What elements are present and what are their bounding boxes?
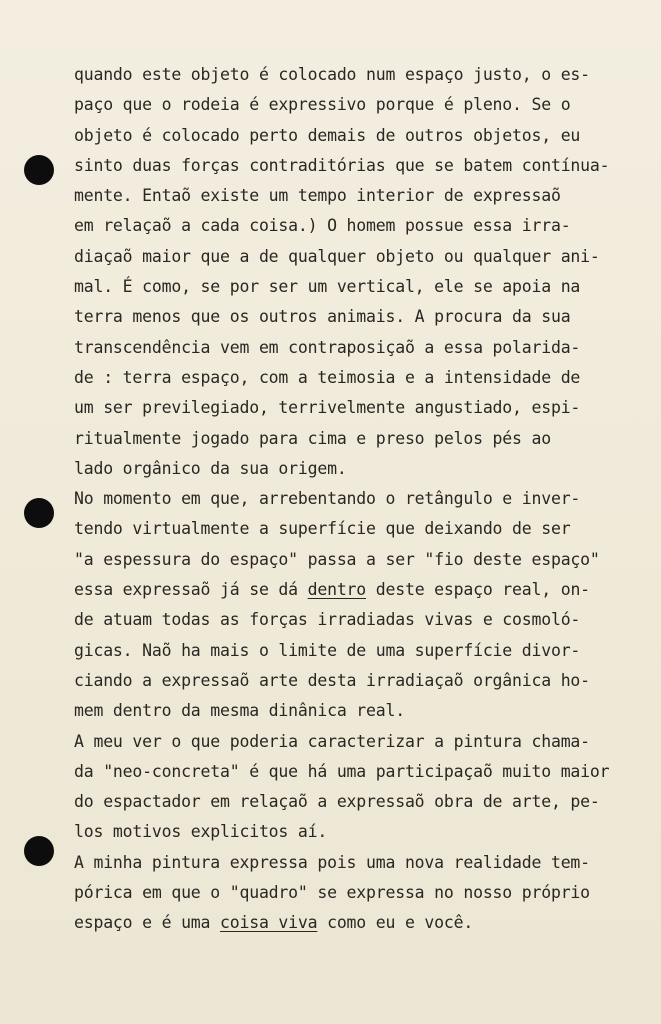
text-segment: da "neo-concreta" é que há uma participaçaõ muito maior bbox=[74, 761, 610, 781]
text-line bbox=[74, 333, 654, 363]
text-line bbox=[74, 817, 654, 847]
text-line bbox=[74, 605, 654, 635]
text-segment: em relaçaõ a cada coisa.) O homem possue essa irra- bbox=[74, 216, 571, 236]
text-line bbox=[74, 424, 654, 454]
text-segment: de atuam todas as forças irradiadas vivas e cosmoló- bbox=[74, 610, 581, 630]
text-line bbox=[74, 90, 654, 120]
text-line bbox=[74, 151, 654, 181]
text-line bbox=[74, 211, 654, 241]
text-segment: diaçaõ maior que a de qualquer objeto ou qualquer ani- bbox=[74, 246, 600, 266]
text-line bbox=[74, 242, 654, 272]
text-segment: A meu ver o que poderia caracterizar a pintura chama- bbox=[74, 731, 590, 751]
text-segment: espaço e é uma bbox=[74, 913, 221, 933]
text-segment: quando este objeto é colocado num espaço justo, o es- bbox=[74, 65, 590, 84]
text-segment: transcendência vem em contraposiçaõ a essa polarida- bbox=[74, 337, 581, 357]
text-segment: mal. É como, se por ser um vertical, ele se apoia na bbox=[74, 277, 581, 297]
text-line bbox=[74, 484, 654, 514]
text-line bbox=[74, 363, 654, 393]
text-line bbox=[74, 302, 654, 332]
text-segment: ciando a expressaõ arte desta irradiaçaõ orgânica ho- bbox=[74, 670, 590, 690]
punch-hole bbox=[24, 155, 54, 185]
text-line bbox=[74, 636, 654, 666]
text-line bbox=[74, 666, 654, 696]
text-line bbox=[74, 575, 654, 605]
text-segment: lado orgânico da sua origem. bbox=[74, 458, 347, 478]
text-segment: de : terra espaço, com a teimosia e a intensidade de bbox=[74, 367, 581, 387]
text-line bbox=[74, 787, 654, 817]
punch-hole bbox=[24, 836, 54, 866]
text-segment: paço que o rodeia é expressivo porque é pleno. Se o bbox=[74, 95, 571, 115]
text-line bbox=[74, 60, 654, 90]
text-line bbox=[74, 727, 654, 757]
text-segment: No momento em que, arrebentando o retângulo e inver- bbox=[74, 489, 581, 509]
text-segment: deste espaço real, on- bbox=[366, 580, 590, 600]
text-line bbox=[74, 121, 654, 151]
text-segment: sinto duas forças contraditórias que se batem contínua- bbox=[74, 155, 610, 175]
text-line bbox=[74, 757, 654, 787]
text-segment: los motivos explicitos aí. bbox=[74, 822, 328, 842]
text-line bbox=[74, 514, 654, 544]
text-line bbox=[74, 908, 654, 938]
text-segment: "a espessura do espaço" passa a ser "fio deste espaço" bbox=[74, 549, 600, 569]
text-line bbox=[74, 393, 654, 423]
text-line bbox=[74, 272, 654, 302]
text-segment: gicas. Naõ ha mais o limite de uma superfície divor- bbox=[74, 640, 581, 660]
text-segment: objeto é colocado perto demais de outros objetos, eu bbox=[74, 125, 581, 145]
text-segment: ritualmente jogado para cima e preso pelos pés ao bbox=[74, 428, 551, 448]
text-segment: um ser previlegiado, terrivelmente angustiado, espi- bbox=[74, 398, 581, 418]
underlined-phrase: coisa viva bbox=[220, 913, 318, 933]
text-line bbox=[74, 848, 654, 878]
typewritten-text bbox=[74, 60, 654, 939]
text-segment: A minha pintura expressa pois uma nova realidade tem- bbox=[74, 852, 590, 872]
text-line bbox=[74, 181, 654, 211]
text-line bbox=[74, 545, 654, 575]
text-segment: do espactador em relaçaõ a expressaõ obra de arte, pe- bbox=[74, 792, 600, 812]
text-line bbox=[74, 454, 654, 484]
punch-hole bbox=[24, 498, 54, 528]
text-segment: mem dentro da mesma dinânica real. bbox=[74, 701, 405, 721]
text-line bbox=[74, 878, 654, 908]
underlined-phrase: dentro bbox=[307, 580, 367, 600]
text-line bbox=[74, 696, 654, 726]
text-segment: como eu e você. bbox=[317, 913, 474, 933]
text-segment: terra menos que os outros animais. A procura da sua bbox=[74, 307, 571, 327]
text-segment: mente. Entaõ existe um tempo interior de expressaõ bbox=[74, 186, 561, 206]
text-segment: tendo virtualmente a superfície que deixando de ser bbox=[74, 519, 571, 539]
text-segment: essa expressaõ já se dá bbox=[74, 580, 308, 600]
text-segment: pórica em que o "quadro" se expressa no nosso próprio bbox=[74, 883, 590, 903]
